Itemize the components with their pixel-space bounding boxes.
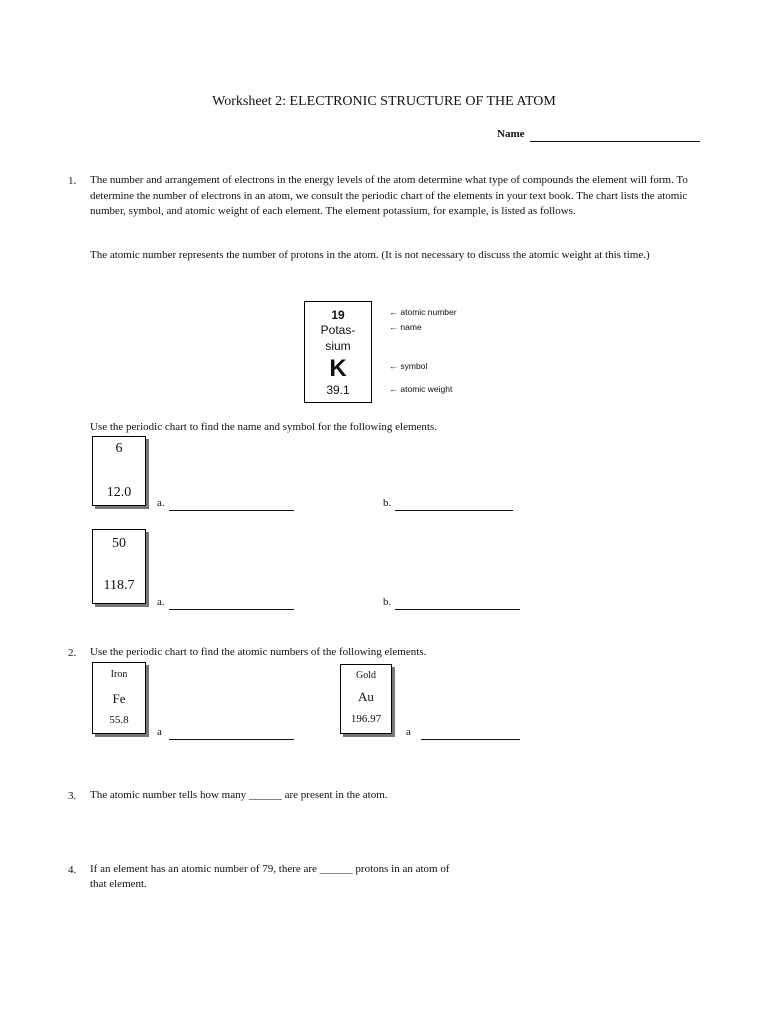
worksheet-title: Worksheet 2: ELECTRONIC STRUCTURE OF THE ATOM bbox=[212, 94, 556, 109]
answer-line-element-50-symbol[interactable] bbox=[395, 609, 520, 610]
answer-label-a: a bbox=[157, 726, 162, 738]
element-box-50 bbox=[92, 529, 146, 604]
answer-label-b: b. bbox=[383, 497, 392, 509]
element-atomic-number: 6 bbox=[115, 441, 123, 456]
element-box-gold bbox=[340, 664, 392, 734]
potassium-element-box bbox=[304, 301, 372, 403]
element-atomic-weight: 12.0 bbox=[106, 485, 132, 500]
question-1-number: 1. bbox=[68, 175, 77, 187]
question-1-instruction: Use the periodic chart to find the name and symbol for the following elements. bbox=[90, 421, 438, 433]
label-name: ← name bbox=[389, 322, 422, 332]
answer-label-a: a. bbox=[157, 497, 165, 509]
answer-line-element-6-symbol[interactable] bbox=[395, 510, 513, 511]
question-2-number: 2. bbox=[68, 647, 77, 659]
element-symbol: Au bbox=[358, 689, 374, 704]
potassium-atomic-number: 19 bbox=[331, 308, 345, 322]
element-atomic-number: 50 bbox=[112, 536, 126, 551]
element-atomic-weight: 118.7 bbox=[103, 578, 135, 593]
left-arrow-icon: ← bbox=[389, 307, 398, 317]
answer-line-gold-atomic-number[interactable] bbox=[421, 739, 520, 740]
question-4-text-line-1: If an element has an atomic number of 79, there are ______ protons in an atom of bbox=[90, 863, 450, 875]
answer-line-element-6-name[interactable] bbox=[169, 510, 294, 511]
question-3-text: The atomic number tells how many ______ are present in the atom. bbox=[90, 789, 388, 801]
element-atomic-weight: 55.8 bbox=[109, 714, 129, 726]
potassium-atomic-weight: 39.1 bbox=[326, 383, 350, 397]
label-atomic-number: ← atomic number bbox=[389, 307, 457, 317]
question-1-intro: The number and arrangement of electrons in the energy levels of the atom determine what type of compounds the element will form. To determine the number of electrons in an atom, we consult the periodic chart of the elements in your text book. The chart lists the atomic number, symbol, and atomic weight of each element. The element potassium, for example, is listed as follows. bbox=[90, 174, 688, 217]
element-symbol: Fe bbox=[112, 691, 126, 706]
element-box-iron bbox=[92, 662, 146, 734]
question-3-number: 3. bbox=[68, 790, 77, 802]
potassium-name-line-1: Potas- bbox=[320, 323, 356, 337]
answer-line-iron-atomic-number[interactable] bbox=[169, 739, 294, 740]
answer-line-element-50-name[interactable] bbox=[169, 609, 294, 610]
question-2-instruction: Use the periodic chart to find the atomic numbers of the following elements. bbox=[90, 646, 427, 658]
element-name: Iron bbox=[110, 669, 128, 680]
answer-label-b: b. bbox=[383, 596, 392, 608]
question-4-number: 4. bbox=[68, 864, 77, 876]
name-label: Name bbox=[497, 128, 525, 140]
label-atomic-weight: ← atomic weight bbox=[389, 384, 453, 394]
element-box-6 bbox=[92, 436, 146, 506]
name-answer-line[interactable] bbox=[530, 141, 700, 142]
answer-label-a: a bbox=[406, 726, 411, 738]
element-atomic-weight: 196.97 bbox=[350, 713, 382, 725]
question-4-text-line-2: that element. bbox=[90, 878, 147, 890]
potassium-symbol: K bbox=[329, 355, 347, 382]
left-arrow-icon: ← bbox=[389, 322, 398, 332]
question-1-atomic-number-note: The atomic number represents the number of protons in the atom. (It is not necessary to discuss the atomic weight at this time.) bbox=[90, 249, 650, 261]
left-arrow-icon: ← bbox=[389, 384, 398, 394]
potassium-name-line-2: sium bbox=[325, 339, 351, 353]
label-symbol: ← symbol bbox=[389, 361, 428, 371]
left-arrow-icon: ← bbox=[389, 361, 398, 371]
element-name: Gold bbox=[356, 670, 376, 681]
answer-label-a: a. bbox=[157, 596, 165, 608]
